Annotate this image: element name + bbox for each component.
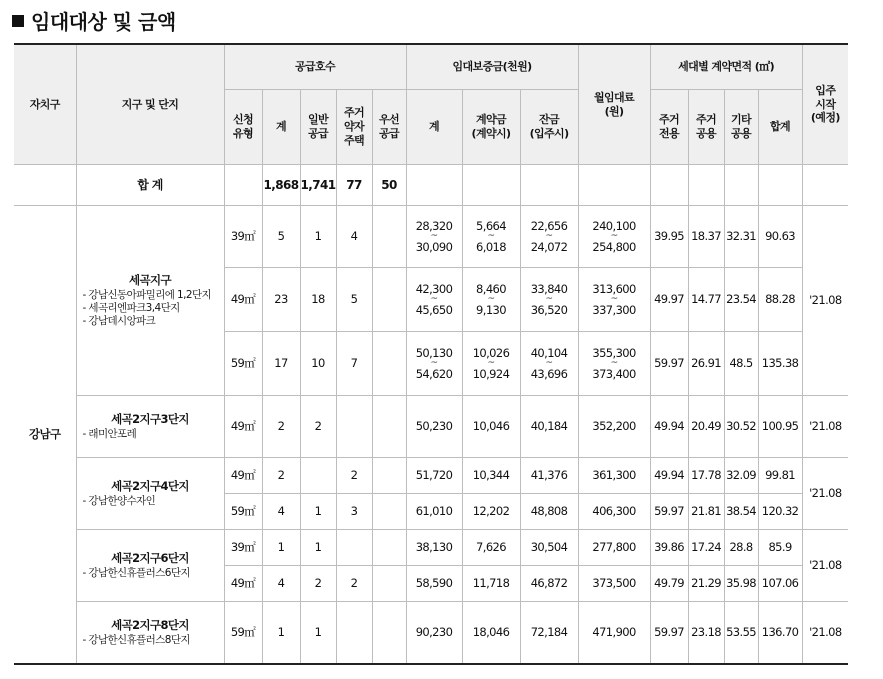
- other-cell: 32.31: [724, 206, 758, 268]
- complex-sub: - 강남한양수자인: [82, 495, 156, 508]
- contract-cell: [462, 268, 520, 332]
- header-move-in: 입주 시작 (예정): [802, 44, 848, 165]
- balance-cell: 41,376: [520, 458, 578, 494]
- general-cell: 18: [300, 268, 336, 332]
- common-cell: 14.77: [688, 268, 724, 332]
- other-cell: 23.54: [724, 268, 758, 332]
- header-supply: 공급호수: [224, 44, 406, 90]
- complex-name: 세곡2지구4단지: [111, 478, 189, 493]
- contract-cell: [462, 332, 520, 396]
- table-row: [14, 396, 848, 458]
- vulnerable-cell: [336, 602, 372, 664]
- complex-sub: - 강남한신휴플러스8단지: [82, 633, 190, 646]
- complex-name: 세곡2지구3단지: [111, 411, 189, 426]
- area-total-cell: 100.95: [758, 396, 802, 458]
- rent-cell: 373,500: [578, 566, 650, 602]
- type-cell: 59㎡: [224, 332, 262, 396]
- priority-cell: [372, 332, 406, 396]
- common-cell: 17.24: [688, 530, 724, 566]
- balance-cell: [520, 332, 578, 396]
- range-tilde: ~: [610, 294, 618, 305]
- header-area-total: 합계: [758, 90, 802, 165]
- table-row: [14, 530, 848, 566]
- type-cell: 49㎡: [224, 458, 262, 494]
- range-tilde: ~: [610, 231, 618, 242]
- table-row: [14, 458, 848, 494]
- range-tilde: ~: [487, 294, 495, 305]
- other-cell: 32.09: [724, 458, 758, 494]
- other-cell: 30.52: [724, 396, 758, 458]
- priority-cell: [372, 566, 406, 602]
- exclusive-cell: 39.95: [650, 206, 688, 268]
- summary-total: 1,868: [262, 165, 300, 206]
- exclusive-cell: 39.86: [650, 530, 688, 566]
- vulnerable-cell: 2: [336, 458, 372, 494]
- complex-sub: - 래미안포레: [82, 428, 137, 441]
- range-tilde: ~: [545, 358, 553, 369]
- type-cell: 49㎡: [224, 396, 262, 458]
- complex-cell: [76, 458, 224, 530]
- deposit-cell-from: 28,320: [415, 219, 453, 234]
- summary-label: 합 계: [76, 165, 224, 206]
- balance-cell-from: 40,104: [530, 346, 568, 361]
- balance-cell-from: 33,840: [530, 282, 568, 297]
- contract-cell: 18,046: [462, 602, 520, 664]
- contract-cell-from: 10,026: [472, 346, 510, 361]
- move-in-cell: '21.08: [802, 458, 848, 530]
- common-cell: 21.81: [688, 494, 724, 530]
- range-tilde: ~: [430, 358, 438, 369]
- complex-cell: [76, 602, 224, 664]
- total-cell: 1: [262, 602, 300, 664]
- exclusive-cell: 59.97: [650, 602, 688, 664]
- range-tilde: ~: [487, 358, 495, 369]
- balance-cell: 30,504: [520, 530, 578, 566]
- deposit-cell-from: 42,300: [415, 282, 453, 297]
- type-cell: 59㎡: [224, 602, 262, 664]
- contract-cell: [462, 206, 520, 268]
- priority-cell: [372, 494, 406, 530]
- range-tilde: ~: [610, 358, 618, 369]
- type-cell: 39㎡: [224, 206, 262, 268]
- priority-cell: [372, 396, 406, 458]
- balance-cell-from: 22,656: [530, 219, 568, 234]
- contract-cell-to: 6,018: [476, 239, 506, 254]
- balance-cell: 46,872: [520, 566, 578, 602]
- area-total-cell: 135.38: [758, 332, 802, 396]
- general-cell: 1: [300, 494, 336, 530]
- rent-cell-to: 254,800: [592, 239, 636, 254]
- header-common: 주거 공용: [688, 90, 724, 165]
- exclusive-cell: 59.97: [650, 494, 688, 530]
- general-cell: 1: [300, 602, 336, 664]
- deposit-cell: [406, 268, 462, 332]
- general-cell: 1: [300, 206, 336, 268]
- type-cell: 49㎡: [224, 566, 262, 602]
- type-cell: 59㎡: [224, 494, 262, 530]
- deposit-cell: [406, 206, 462, 268]
- complex-sub: - 강남한신휴플러스6단지: [82, 567, 190, 580]
- contract-cell: 7,626: [462, 530, 520, 566]
- common-cell: 18.37: [688, 206, 724, 268]
- summary-priority: 50: [372, 165, 406, 206]
- balance-cell-to: 24,072: [530, 239, 568, 254]
- general-cell: [300, 458, 336, 494]
- common-cell: 23.18: [688, 602, 724, 664]
- summary-row: [14, 165, 848, 206]
- total-cell: 4: [262, 494, 300, 530]
- complex-sub: - 강남신동아파밀리에 1,2단지: [82, 289, 212, 301]
- area-total-cell: 85.9: [758, 530, 802, 566]
- complex-sub: - 강남데시앙파크: [82, 315, 156, 328]
- rental-table-wrapper: [14, 43, 848, 665]
- rent-cell-from: 313,600: [592, 282, 636, 297]
- general-cell: 1: [300, 530, 336, 566]
- priority-cell: [372, 268, 406, 332]
- deposit-cell-from: 50,130: [415, 346, 453, 361]
- header-contract: 계약금 (계약시): [462, 90, 520, 165]
- area-total-cell: 136.70: [758, 602, 802, 664]
- deposit-cell: 58,590: [406, 566, 462, 602]
- other-cell: 35.98: [724, 566, 758, 602]
- rent-cell: 352,200: [578, 396, 650, 458]
- table-row: [14, 602, 848, 664]
- total-cell: 2: [262, 396, 300, 458]
- balance-cell-to: 43,696: [530, 366, 568, 381]
- balance-cell: [520, 268, 578, 332]
- header-priority: 우선 공급: [372, 90, 406, 165]
- range-tilde: ~: [545, 231, 553, 242]
- vulnerable-cell: 7: [336, 332, 372, 396]
- header-deposit: 임대보증금(천원): [406, 44, 578, 90]
- area-total-cell: 120.32: [758, 494, 802, 530]
- total-cell: 23: [262, 268, 300, 332]
- complex-sub: - 세곡리엔파크3,4단지: [82, 302, 180, 315]
- contract-cell: 12,202: [462, 494, 520, 530]
- range-tilde: ~: [430, 231, 438, 242]
- other-cell: 38.54: [724, 494, 758, 530]
- table-row: [14, 206, 848, 268]
- contract-cell: 11,718: [462, 566, 520, 602]
- deposit-cell-to: 45,650: [415, 302, 453, 317]
- vulnerable-cell: [336, 530, 372, 566]
- header-district: 자치구: [14, 44, 76, 165]
- move-in-cell: '21.08: [802, 602, 848, 664]
- balance-cell-to: 36,520: [530, 302, 568, 317]
- deposit-cell: 61,010: [406, 494, 462, 530]
- other-cell: 48.5: [724, 332, 758, 396]
- range-tilde: ~: [545, 294, 553, 305]
- total-cell: 2: [262, 458, 300, 494]
- complex-cell: [76, 396, 224, 458]
- exclusive-cell: 49.97: [650, 268, 688, 332]
- contract-cell-from: 8,460: [476, 282, 506, 297]
- complex-cell: [76, 206, 224, 396]
- other-cell: 53.55: [724, 602, 758, 664]
- rent-cell: [578, 206, 650, 268]
- header-deposit-total: 계: [406, 90, 462, 165]
- deposit-cell-to: 54,620: [415, 366, 453, 381]
- total-cell: 17: [262, 332, 300, 396]
- area-total-cell: 107.06: [758, 566, 802, 602]
- contract-cell: 10,046: [462, 396, 520, 458]
- complex-cell: [76, 530, 224, 602]
- complex-name: 세곡2지구6단지: [111, 550, 189, 565]
- range-tilde: ~: [430, 294, 438, 305]
- complex-name: 세곡지구: [128, 272, 172, 287]
- general-cell: 2: [300, 566, 336, 602]
- header-complex: 지구 및 단지: [76, 44, 224, 165]
- vulnerable-cell: 4: [336, 206, 372, 268]
- vulnerable-cell: [336, 396, 372, 458]
- move-in-cell: '21.08: [802, 206, 848, 396]
- contract-cell-from: 5,664: [476, 219, 506, 234]
- header-area: 세대별 계약면적 (㎡): [650, 44, 802, 90]
- summary-general: 1,741: [300, 165, 336, 206]
- rent-cell: 277,800: [578, 530, 650, 566]
- header-vulnerable: 주거 약자 주택: [336, 90, 372, 165]
- rent-cell-from: 355,300: [592, 346, 636, 361]
- total-cell: 5: [262, 206, 300, 268]
- common-cell: 20.49: [688, 396, 724, 458]
- header-balance: 잔금 (입주시): [520, 90, 578, 165]
- header-type: 신청 유형: [224, 90, 262, 165]
- header-other: 기타 공용: [724, 90, 758, 165]
- general-cell: 10: [300, 332, 336, 396]
- exclusive-cell: 49.79: [650, 566, 688, 602]
- rent-cell-to: 373,400: [592, 366, 636, 381]
- contract-cell: 10,344: [462, 458, 520, 494]
- section-title: [12, 6, 176, 35]
- common-cell: 21.29: [688, 566, 724, 602]
- balance-cell: 40,184: [520, 396, 578, 458]
- header-total: 계: [262, 90, 300, 165]
- summary-vulnerable: 77: [336, 165, 372, 206]
- area-total-cell: 90.63: [758, 206, 802, 268]
- total-cell: 1: [262, 530, 300, 566]
- rental-table: [14, 43, 848, 665]
- table-body: [14, 165, 848, 664]
- type-cell: 49㎡: [224, 268, 262, 332]
- rent-cell: 361,300: [578, 458, 650, 494]
- complex-name: 세곡2지구8단지: [111, 617, 189, 632]
- vulnerable-cell: 5: [336, 268, 372, 332]
- balance-cell: 72,184: [520, 602, 578, 664]
- rent-cell: 471,900: [578, 602, 650, 664]
- district-cell: 강남구: [14, 206, 76, 664]
- deposit-cell: [406, 332, 462, 396]
- balance-cell: [520, 206, 578, 268]
- deposit-cell: 90,230: [406, 602, 462, 664]
- area-total-cell: 99.81: [758, 458, 802, 494]
- header-rent: 월임대료 (원): [578, 44, 650, 165]
- rent-cell: [578, 332, 650, 396]
- rent-cell-from: 240,100: [592, 219, 636, 234]
- area-total-cell: 88.28: [758, 268, 802, 332]
- contract-cell-to: 10,924: [472, 366, 510, 381]
- move-in-cell: '21.08: [802, 530, 848, 602]
- square-bullet-icon: [12, 15, 24, 27]
- deposit-cell-to: 30,090: [415, 239, 453, 254]
- total-cell: 4: [262, 566, 300, 602]
- priority-cell: [372, 602, 406, 664]
- priority-cell: [372, 530, 406, 566]
- common-cell: 17.78: [688, 458, 724, 494]
- deposit-cell: 50,230: [406, 396, 462, 458]
- priority-cell: [372, 206, 406, 268]
- general-cell: 2: [300, 396, 336, 458]
- type-cell: 39㎡: [224, 530, 262, 566]
- range-tilde: ~: [487, 231, 495, 242]
- contract-cell-to: 9,130: [476, 302, 506, 317]
- vulnerable-cell: 2: [336, 566, 372, 602]
- rent-cell-to: 337,300: [592, 302, 636, 317]
- balance-cell: 48,808: [520, 494, 578, 530]
- vulnerable-cell: 3: [336, 494, 372, 530]
- header-exclusive: 주거 전용: [650, 90, 688, 165]
- deposit-cell: 38,130: [406, 530, 462, 566]
- priority-cell: [372, 458, 406, 494]
- exclusive-cell: 49.94: [650, 458, 688, 494]
- exclusive-cell: 59.97: [650, 332, 688, 396]
- exclusive-cell: 49.94: [650, 396, 688, 458]
- header-general: 일반 공급: [300, 90, 336, 165]
- other-cell: 28.8: [724, 530, 758, 566]
- common-cell: 26.91: [688, 332, 724, 396]
- deposit-cell: 51,720: [406, 458, 462, 494]
- section-title-text: 임대대상 및 금액: [31, 10, 176, 34]
- move-in-cell: '21.08: [802, 396, 848, 458]
- rent-cell: 406,300: [578, 494, 650, 530]
- rent-cell: [578, 268, 650, 332]
